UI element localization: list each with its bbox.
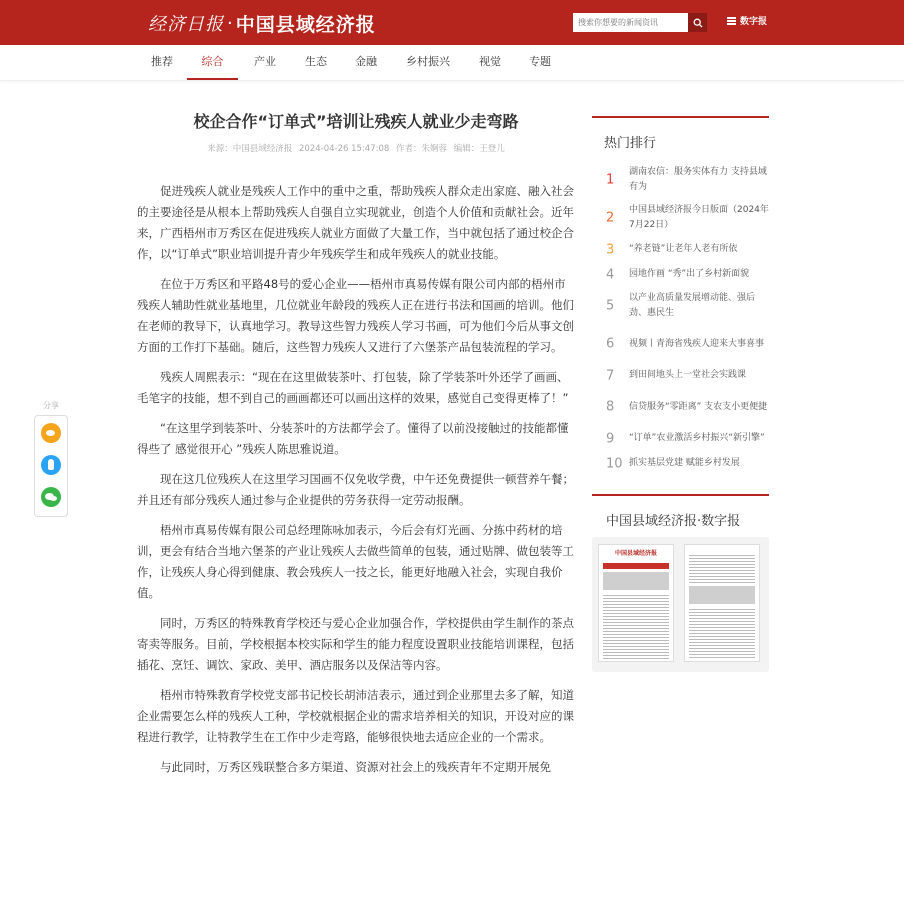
newspaper-photo [689, 586, 755, 604]
digital-paper-label: 数字报 [740, 17, 768, 27]
search-icon [693, 18, 703, 28]
newspaper-text-block [689, 607, 755, 659]
hot-item-text: 中国县域经济报今日版面（2024年7月22日） [629, 205, 769, 230]
hot-item[interactable] [592, 262, 769, 287]
article-paragraph: 残疾人周熙表示：“现在在这里做装茶叶、打包装，除了学装茶叶外还学了画画、毛笔字的技能，想不到自己的画画都还可以画出这样的效果，感觉自己变得更棒了！” [137, 370, 569, 405]
article-paragraph: “在这里学到装茶叶、分装茶叶的方法都学会了。懂得了以前没接触过的技能都懂得些了 感觉很开心 ”残疾人陈思雅说道。 [137, 421, 569, 456]
sidebar-divider [592, 116, 769, 118]
article-paragraph: 与此同时，万秀区残联整合多方渠道、资源对社会上的残疾青年不定期开展免 [160, 760, 551, 774]
newspaper-page-thumbnail[interactable] [684, 544, 760, 662]
share-label: 分享 [43, 401, 59, 410]
hot-item[interactable] [592, 287, 769, 325]
hot-item[interactable] [592, 363, 769, 388]
article-paragraph: 同时，万秀区的特殊教育学校还与爱心企业加强合作，学校提供由学生制作的茶点寄卖等服务。目前，学校根据本校实际和学生的能力程度设置职业技能培训课程，包括插花、烹饪、调饮、家政、美甲、酒店服务以及保洁等内容。 [137, 616, 574, 672]
article-date: 2024-04-26 15:47:08 [299, 144, 390, 154]
nav-item-recommend[interactable]: 推荐 [151, 55, 173, 68]
search-box [573, 13, 707, 32]
nav-item-topics[interactable]: 专题 [529, 55, 551, 68]
newspaper-photo [603, 572, 669, 590]
hot-rank: 4 [606, 267, 615, 282]
share-buttons [34, 415, 68, 517]
nav-item-rural-revitalization[interactable]: 乡村振兴 [406, 55, 450, 68]
hot-item[interactable] [592, 451, 769, 476]
hot-rank: 10 [606, 456, 623, 471]
digital-paper-title: 中国县域经济报·数字报 [606, 514, 741, 529]
site-logo[interactable] [148, 9, 376, 37]
hot-item-text: 以产业高质量发展增动能、强后劲、惠民生 [629, 293, 756, 318]
hot-item[interactable] [592, 237, 769, 262]
logo-dot: · [227, 12, 233, 34]
qq-icon[interactable] [41, 455, 61, 475]
nav-item-general[interactable]: 综合 [187, 45, 238, 80]
logo-calligraphy: 经济日报 [148, 14, 224, 35]
hot-item-text: 信贷服务“零距离” 支农支小更便捷 [629, 401, 768, 412]
hot-rank: 3 [606, 242, 615, 257]
nav-item-industry[interactable]: 产业 [254, 55, 276, 68]
article-author: 作者：朱婀蓉 [395, 144, 447, 154]
article-paragraph: 在位于万秀区和平路48号的爱心企业——梧州市真易传媒有限公司内部的梧州市残疾人辅助性就业基地里，几位就业年龄段的残疾人正在进行书法和国画的培训。他们在老师的教导下，认真地学习。教导这些智力残疾人学习书画，可为他们今后从事文创方面的工作打下基础。随后，这些智力残疾人又进行了六堡茶产品包装流程的学习。 [137, 277, 574, 354]
main-nav [0, 45, 904, 81]
hot-rank: 6 [606, 336, 615, 352]
newspaper-text-block [689, 553, 755, 583]
weibo-icon[interactable] [41, 423, 61, 443]
article-paragraph: 现在这几位残疾人在这里学习国画不仅免收学费，中午还免费提供一顿营养午餐；并且还有部分残疾人通过参与企业提供的劳务获得一定劳动报酬。 [137, 472, 574, 507]
newspaper-masthead: 中国县域经济报 [614, 550, 657, 557]
hot-item-text: “养老链”让老年人老有所依 [629, 244, 738, 254]
nav-item-ecology[interactable]: 生态 [305, 55, 327, 68]
logo-brand: 中国县域经济报 [235, 13, 376, 36]
share-panel [34, 400, 68, 517]
article-body [137, 181, 575, 787]
hot-item-text: 到田间地头上一堂社会实践课 [629, 370, 747, 380]
hot-item[interactable] [592, 325, 769, 363]
search-button[interactable] [688, 13, 707, 32]
article-meta [137, 142, 575, 154]
digital-paper-preview [592, 537, 769, 672]
top-bar [0, 0, 904, 45]
menu-icon [727, 17, 736, 25]
sidebar-divider [592, 494, 769, 496]
hot-item-text: 视频丨青海省残疾人迎来大事喜事 [629, 338, 765, 349]
hot-item[interactable] [592, 388, 769, 426]
nav-item-finance[interactable]: 金融 [355, 55, 377, 68]
hot-item-text: 抓实基层党建 赋能乡村发展 [629, 458, 740, 468]
wechat-icon[interactable] [41, 487, 61, 507]
nav-item-visual[interactable]: 视觉 [479, 55, 501, 68]
article-source: 来源：中国县域经济报 [207, 144, 293, 154]
article-paragraph: 梧州市特殊教育学校党支部书记校长胡沛洁表示，通过到企业那里去多了解，知道企业需要怎么样的残疾人工种，学校就根据企业的需求培养相关的知识，开设对应的课程进行教学，让特教学生在工作中少走弯路，能够很快地去适应企业的一个需求。 [137, 688, 574, 744]
article-paragraph: 促进残疾人就业是残疾人工作中的重中之重，帮助残疾人群众走出家庭、融入社会的主要途径是从根本上帮助残疾人自强自立实现就业，创造个人价值和贡献社会。近年来，广西梧州市万秀区在促进残疾人就业方面做了大量工作，当中就包括了通过校企合作，以“订单式”职业培训提升青少年残疾学生和成年残疾人的就业技能。 [137, 184, 574, 261]
hot-item[interactable] [592, 161, 769, 199]
hot-rank: 7 [606, 368, 615, 383]
digital-paper-link[interactable] [727, 14, 767, 27]
newspaper-page-thumbnail[interactable] [598, 544, 674, 662]
newspaper-text-block [603, 593, 669, 659]
hot-rank: 2 [606, 210, 615, 226]
hot-item-text: 湖南农信：服务实体有力 支持县域有为 [629, 167, 767, 192]
hot-rank: 1 [606, 172, 615, 188]
hot-ranking-list [592, 161, 769, 476]
hot-rank: 9 [606, 431, 615, 446]
article-editor: 编辑：王登儿 [453, 144, 505, 154]
newspaper-headline-bar [603, 563, 669, 569]
hot-item-text: “订单”农业激活乡村振兴“新引擎” [629, 433, 765, 443]
hot-item-text: 园地作画 “秀”出了乡村新面貌 [629, 269, 750, 279]
hot-ranking-title: 热门排行 [604, 136, 657, 151]
hot-rank: 5 [606, 298, 615, 314]
sidebar [592, 116, 769, 672]
article-title: 校企合作“订单式”培训让残疾人就业少走弯路 [193, 112, 519, 131]
hot-item[interactable] [592, 426, 769, 451]
article-paragraph: 梧州市真易传媒有限公司总经理陈咏加表示，今后会有灯光画、分拣中药材的培训，更会有结合当地六堡茶的产业让残疾人去做些简单的包装，通过贴牌、做包装等工作，让残疾人身心得到健康、教会残疾人一技之长，能更好地融入社会，实现自我价值。 [137, 523, 574, 600]
search-input[interactable] [573, 13, 688, 32]
hot-item[interactable] [592, 199, 769, 237]
hot-rank: 8 [606, 399, 615, 415]
